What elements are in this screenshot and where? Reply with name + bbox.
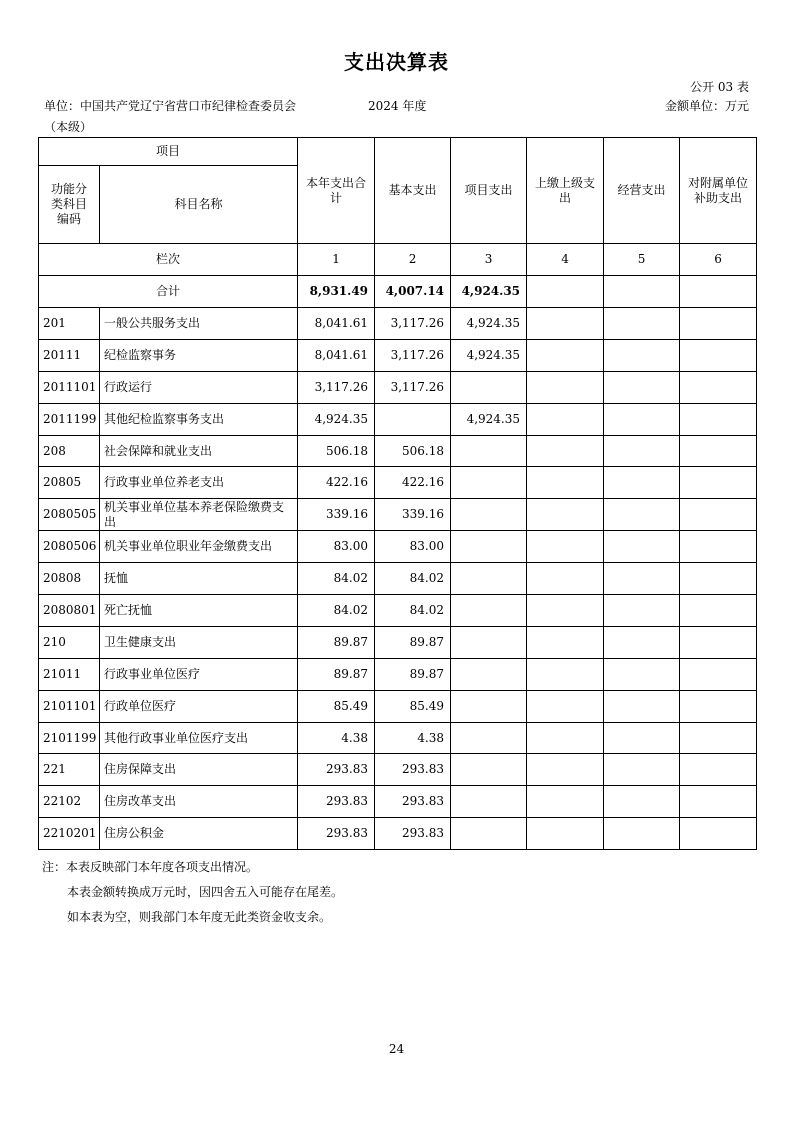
row-value bbox=[680, 563, 757, 595]
table-code: 公开 03 表 bbox=[690, 80, 749, 94]
row-code: 2011101 bbox=[39, 371, 100, 403]
total-cell bbox=[604, 276, 680, 308]
row-value bbox=[451, 722, 527, 754]
row-value: 89.87 bbox=[375, 658, 451, 690]
row-value bbox=[527, 658, 604, 690]
column-number: 2 bbox=[375, 244, 451, 276]
row-name: 社会保障和就业支出 bbox=[100, 435, 298, 467]
row-value bbox=[527, 786, 604, 818]
row-value bbox=[451, 371, 527, 403]
row-value bbox=[680, 626, 757, 658]
row-name: 行政单位医疗 bbox=[100, 690, 298, 722]
total-row bbox=[39, 276, 757, 308]
row-value bbox=[604, 435, 680, 467]
header-name: 科目名称 bbox=[100, 166, 298, 244]
row-name: 纪检监察事务 bbox=[100, 339, 298, 371]
row-value bbox=[680, 371, 757, 403]
row-value bbox=[604, 786, 680, 818]
header-business: 经营支出 bbox=[604, 138, 680, 244]
row-code: 208 bbox=[39, 435, 100, 467]
row-value bbox=[604, 818, 680, 850]
row-value bbox=[451, 626, 527, 658]
row-value bbox=[604, 371, 680, 403]
table-row bbox=[39, 690, 757, 722]
table-row bbox=[39, 467, 757, 499]
row-name: 卫生健康支出 bbox=[100, 626, 298, 658]
table-row bbox=[39, 595, 757, 627]
row-code: 210 bbox=[39, 626, 100, 658]
row-value: 89.87 bbox=[375, 626, 451, 658]
row-value: 422.16 bbox=[375, 467, 451, 499]
header-total: 本年支出合计 bbox=[298, 138, 375, 244]
row-name: 一般公共服务支出 bbox=[100, 308, 298, 340]
row-code: 20805 bbox=[39, 467, 100, 499]
row-name: 住房公积金 bbox=[100, 818, 298, 850]
row-value bbox=[527, 754, 604, 786]
row-value: 84.02 bbox=[298, 595, 375, 627]
row-value bbox=[527, 339, 604, 371]
row-value bbox=[451, 690, 527, 722]
row-value bbox=[604, 403, 680, 435]
column-number: 4 bbox=[527, 244, 604, 276]
row-value bbox=[527, 722, 604, 754]
header-code: 功能分类科目编码 bbox=[39, 166, 100, 244]
row-value: 4,924.35 bbox=[451, 308, 527, 340]
header-item: 项目 bbox=[39, 138, 298, 166]
row-value bbox=[604, 499, 680, 531]
total-cell: 4,007.14 bbox=[375, 276, 451, 308]
row-value bbox=[604, 595, 680, 627]
row-value bbox=[451, 818, 527, 850]
row-value bbox=[451, 786, 527, 818]
row-value bbox=[680, 467, 757, 499]
table-row bbox=[39, 722, 757, 754]
row-value: 4.38 bbox=[375, 722, 451, 754]
row-value bbox=[451, 563, 527, 595]
page-number: 24 bbox=[388, 1042, 405, 1056]
row-name: 抚恤 bbox=[100, 563, 298, 595]
row-value bbox=[451, 467, 527, 499]
row-value: 293.83 bbox=[375, 786, 451, 818]
row-value: 293.83 bbox=[375, 754, 451, 786]
level-label: （本级） bbox=[44, 120, 93, 134]
row-value: 84.02 bbox=[375, 563, 451, 595]
row-value bbox=[375, 403, 451, 435]
column-number: 1 bbox=[298, 244, 375, 276]
note-line: 注：本表反映部门本年度各项支出情况。 bbox=[42, 860, 259, 874]
row-value bbox=[527, 531, 604, 563]
row-name: 行政事业单位养老支出 bbox=[100, 467, 298, 499]
table-row bbox=[39, 499, 757, 531]
row-value: 8,041.61 bbox=[298, 339, 375, 371]
table-row bbox=[39, 626, 757, 658]
row-value bbox=[527, 690, 604, 722]
row-value bbox=[604, 658, 680, 690]
table-row bbox=[39, 658, 757, 690]
row-value bbox=[680, 308, 757, 340]
row-value bbox=[527, 467, 604, 499]
row-name: 住房改革支出 bbox=[100, 786, 298, 818]
table-row bbox=[39, 339, 757, 371]
row-value bbox=[451, 658, 527, 690]
column-number: 5 bbox=[604, 244, 680, 276]
row-value bbox=[680, 818, 757, 850]
column-number: 3 bbox=[451, 244, 527, 276]
row-name: 其他纪检监察事务支出 bbox=[100, 403, 298, 435]
row-value: 8,041.61 bbox=[298, 308, 375, 340]
row-value bbox=[604, 690, 680, 722]
row-code: 2080801 bbox=[39, 595, 100, 627]
row-value bbox=[451, 595, 527, 627]
table-row bbox=[39, 818, 757, 850]
row-name: 死亡抚恤 bbox=[100, 595, 298, 627]
column-number: 6 bbox=[680, 244, 757, 276]
table-row bbox=[39, 403, 757, 435]
money-unit: 金额单位：万元 bbox=[664, 99, 749, 113]
row-value bbox=[680, 595, 757, 627]
row-value bbox=[527, 371, 604, 403]
row-value bbox=[680, 531, 757, 563]
row-value bbox=[527, 818, 604, 850]
row-value bbox=[451, 531, 527, 563]
row-value: 89.87 bbox=[298, 658, 375, 690]
row-value: 83.00 bbox=[298, 531, 375, 563]
row-value bbox=[451, 499, 527, 531]
row-code: 2080506 bbox=[39, 531, 100, 563]
row-value: 506.18 bbox=[375, 435, 451, 467]
table-row bbox=[39, 754, 757, 786]
row-value bbox=[604, 339, 680, 371]
expenditure-table bbox=[38, 137, 757, 850]
row-code: 2080505 bbox=[39, 499, 100, 531]
row-name: 机关事业单位基本养老保险缴费支出 bbox=[100, 499, 298, 531]
row-value: 4,924.35 bbox=[298, 403, 375, 435]
row-name: 行政事业单位医疗 bbox=[100, 658, 298, 690]
fiscal-year: 2024 年度 bbox=[368, 99, 427, 113]
total-cell bbox=[680, 276, 757, 308]
row-value bbox=[604, 467, 680, 499]
row-value: 293.83 bbox=[298, 818, 375, 850]
row-value bbox=[604, 563, 680, 595]
table-row bbox=[39, 531, 757, 563]
unit-label: 单位：中国共产党辽宁省营口市纪律检查委员会 bbox=[44, 99, 297, 113]
header-project: 项目支出 bbox=[451, 138, 527, 244]
row-value bbox=[527, 403, 604, 435]
row-value bbox=[451, 435, 527, 467]
row-value bbox=[680, 499, 757, 531]
row-value bbox=[680, 435, 757, 467]
row-name: 住房保障支出 bbox=[100, 754, 298, 786]
row-value: 84.02 bbox=[375, 595, 451, 627]
table-row bbox=[39, 308, 757, 340]
row-code: 2210201 bbox=[39, 818, 100, 850]
row-value bbox=[680, 690, 757, 722]
row-value bbox=[680, 339, 757, 371]
row-value bbox=[527, 499, 604, 531]
row-name: 行政运行 bbox=[100, 371, 298, 403]
row-value bbox=[527, 435, 604, 467]
total-cell: 4,924.35 bbox=[451, 276, 527, 308]
row-code: 20808 bbox=[39, 563, 100, 595]
row-value: 3,117.26 bbox=[298, 371, 375, 403]
row-value: 3,117.26 bbox=[375, 371, 451, 403]
row-value bbox=[527, 308, 604, 340]
row-value: 4.38 bbox=[298, 722, 375, 754]
row-value bbox=[604, 626, 680, 658]
row-value: 3,117.26 bbox=[375, 308, 451, 340]
table-row bbox=[39, 371, 757, 403]
table-row bbox=[39, 435, 757, 467]
row-value bbox=[680, 754, 757, 786]
row-value: 506.18 bbox=[298, 435, 375, 467]
row-value: 3,117.26 bbox=[375, 339, 451, 371]
row-value: 339.16 bbox=[298, 499, 375, 531]
header-upper: 上缴上级支出 bbox=[527, 138, 604, 244]
row-value: 4,924.35 bbox=[451, 403, 527, 435]
header-basic: 基本支出 bbox=[375, 138, 451, 244]
row-code: 221 bbox=[39, 754, 100, 786]
table-row bbox=[39, 786, 757, 818]
row-value bbox=[604, 531, 680, 563]
row-value: 293.83 bbox=[298, 786, 375, 818]
note-line: 本表金额转换成万元时，因四舍五入可能存在尾差。 bbox=[67, 885, 344, 899]
row-value bbox=[680, 403, 757, 435]
row-code: 2011199 bbox=[39, 403, 100, 435]
page-title: 支出决算表 bbox=[344, 50, 449, 74]
row-value: 83.00 bbox=[375, 531, 451, 563]
row-code: 201 bbox=[39, 308, 100, 340]
row-name: 其他行政事业单位医疗支出 bbox=[100, 722, 298, 754]
row-value: 293.83 bbox=[298, 754, 375, 786]
row-value bbox=[604, 722, 680, 754]
row-value: 293.83 bbox=[375, 818, 451, 850]
row-value: 84.02 bbox=[298, 563, 375, 595]
row-value bbox=[680, 786, 757, 818]
notes bbox=[42, 860, 343, 935]
note-line: 如本表为空，则我部门本年度无此类资金收支余。 bbox=[67, 910, 332, 924]
row-value bbox=[680, 658, 757, 690]
row-value bbox=[604, 754, 680, 786]
row-value bbox=[527, 626, 604, 658]
row-value: 85.49 bbox=[298, 690, 375, 722]
total-cell bbox=[527, 276, 604, 308]
row-value: 339.16 bbox=[375, 499, 451, 531]
row-code: 20111 bbox=[39, 339, 100, 371]
row-value bbox=[680, 722, 757, 754]
column-label: 栏次 bbox=[39, 244, 298, 276]
row-value: 4,924.35 bbox=[451, 339, 527, 371]
row-value bbox=[527, 595, 604, 627]
row-name: 机关事业单位职业年金缴费支出 bbox=[100, 531, 298, 563]
row-code: 2101199 bbox=[39, 722, 100, 754]
row-code: 22102 bbox=[39, 786, 100, 818]
row-value: 422.16 bbox=[298, 467, 375, 499]
header-subsidy: 对附属单位补助支出 bbox=[680, 138, 757, 244]
table-row bbox=[39, 563, 757, 595]
row-value: 85.49 bbox=[375, 690, 451, 722]
row-value bbox=[451, 754, 527, 786]
row-code: 21011 bbox=[39, 658, 100, 690]
row-value bbox=[527, 563, 604, 595]
row-value: 89.87 bbox=[298, 626, 375, 658]
row-value bbox=[604, 308, 680, 340]
row-code: 2101101 bbox=[39, 690, 100, 722]
total-cell: 8,931.49 bbox=[298, 276, 375, 308]
total-label: 合计 bbox=[39, 276, 298, 308]
